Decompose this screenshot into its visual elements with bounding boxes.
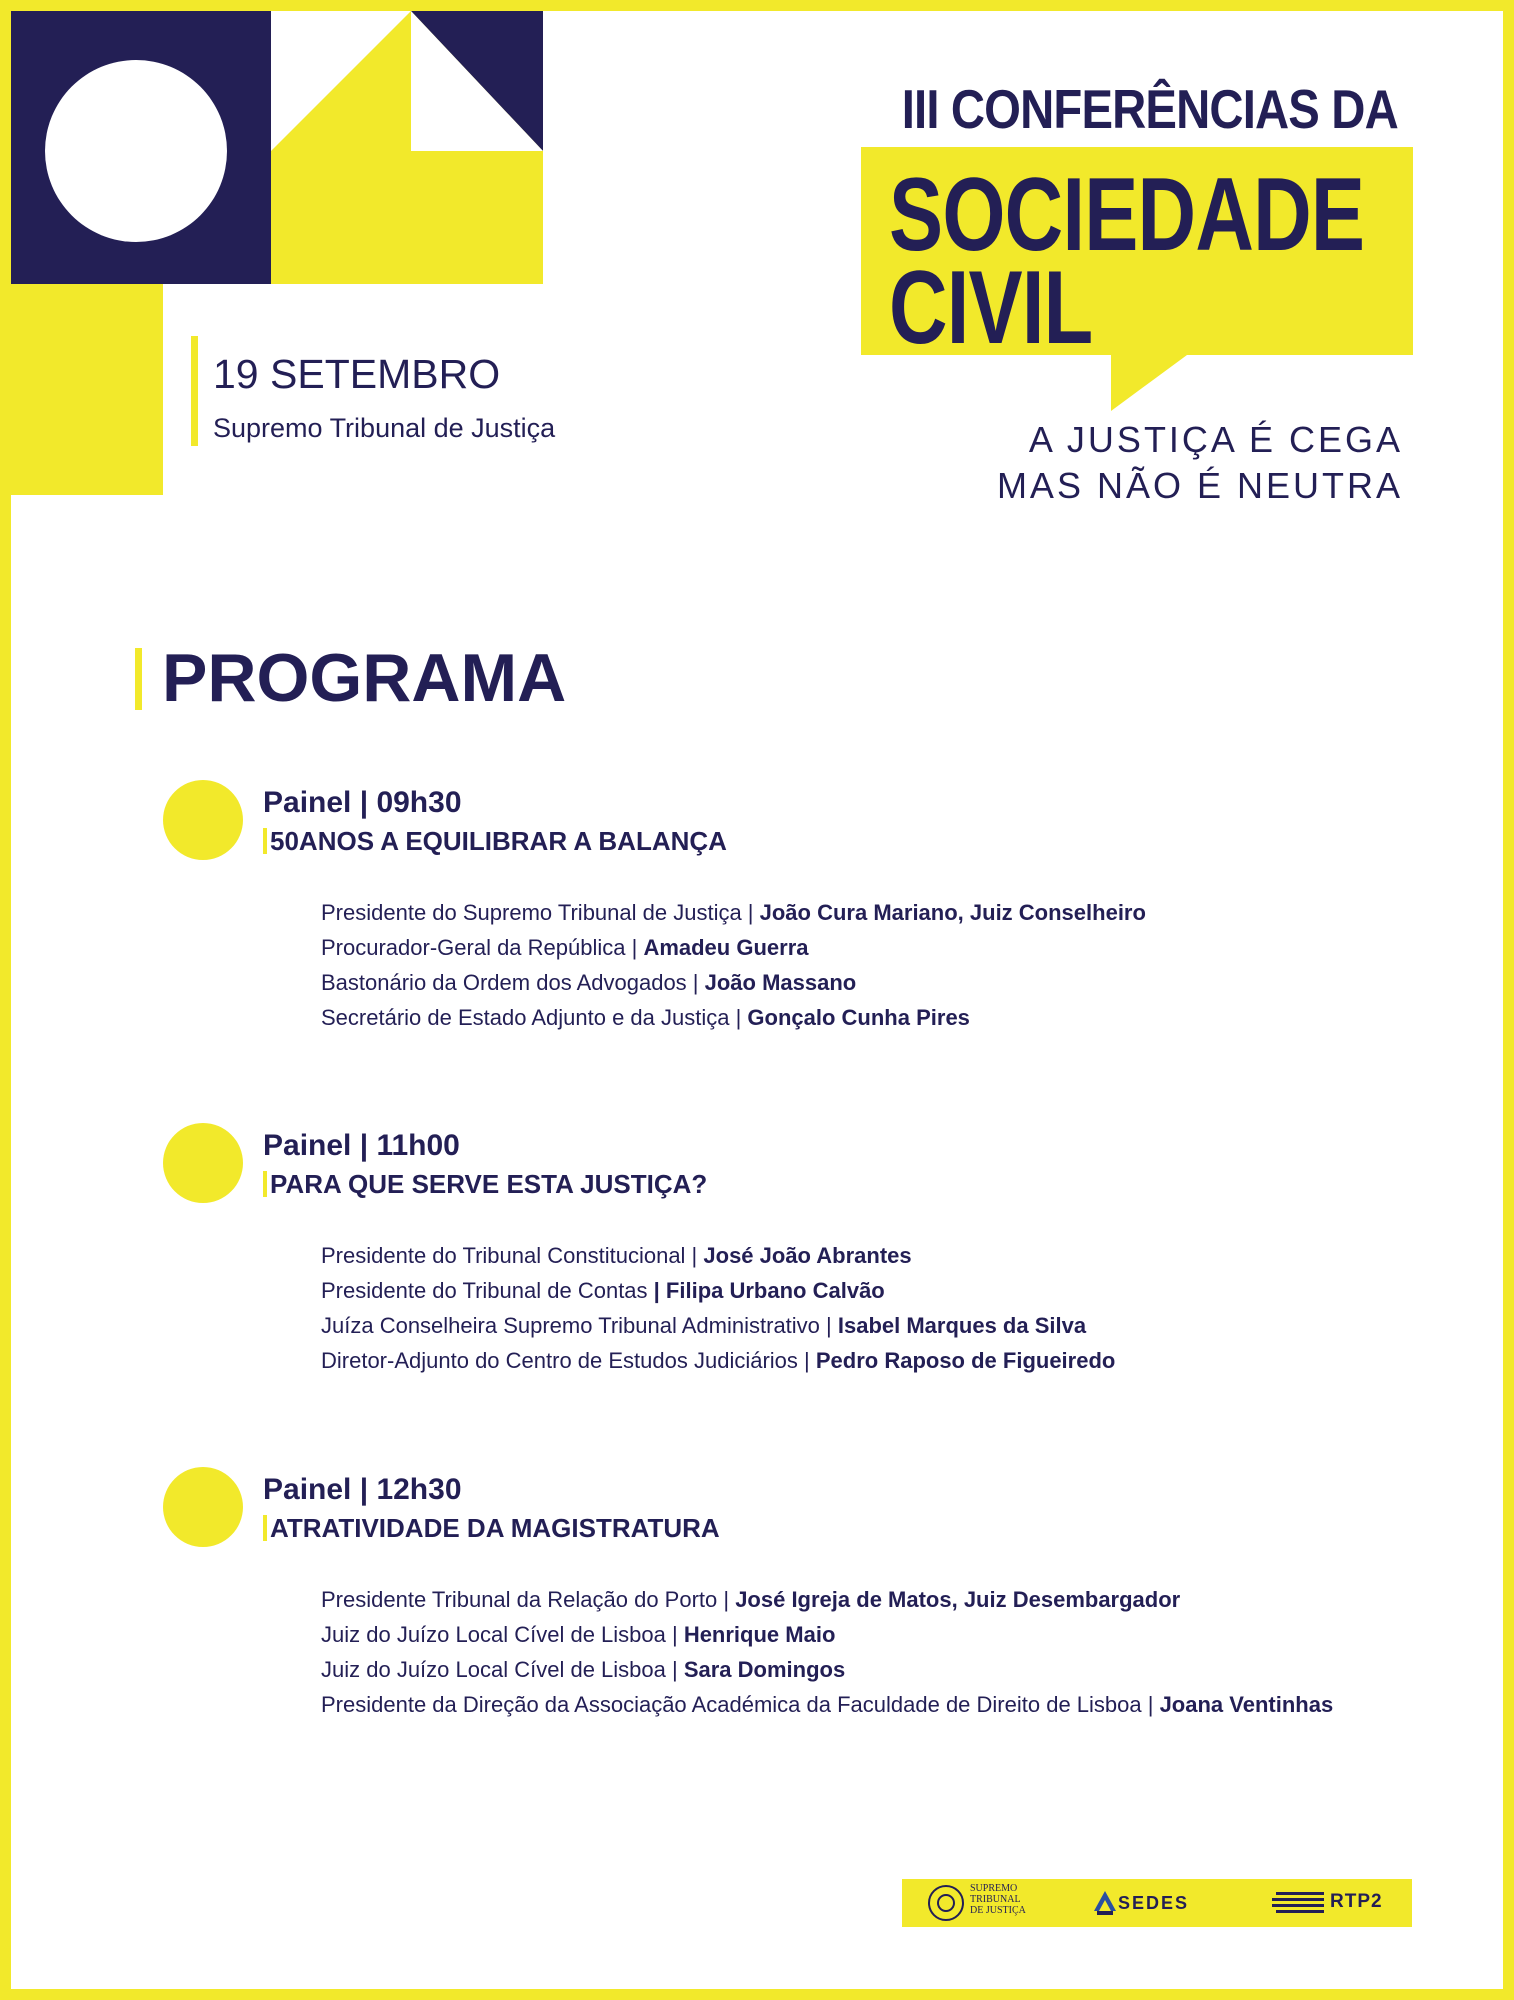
navy-block — [11, 11, 271, 284]
speaker-name: Isabel Marques da Silva — [837, 1313, 1087, 1338]
speaker-list — [321, 895, 1146, 1035]
sedes-logo-text: SEDES — [1118, 1893, 1190, 1913]
event-date: 19 SETEMBRO — [213, 351, 501, 397]
yellow-left-block — [11, 284, 163, 495]
triangle-shapes — [271, 11, 543, 284]
sponsor-bar — [902, 1879, 1412, 1927]
panel-dot — [163, 1123, 243, 1203]
speaker-row — [321, 1687, 1333, 1722]
white-triangle-shape — [271, 11, 411, 151]
speaker-role: Diretor-Adjunto do Centro de Estudos Judiciários | — [321, 1348, 816, 1373]
speaker-row — [321, 1000, 1146, 1035]
speaker-name: | Filipa Urbano Calvão — [653, 1278, 885, 1303]
theme-marker — [263, 1515, 267, 1541]
speaker-list — [321, 1582, 1333, 1722]
speaker-name: Sara Domingos — [683, 1657, 846, 1682]
panel-theme-text: PARA QUE SERVE ESTA JUSTIÇA? — [270, 1169, 708, 1199]
speaker-name: João Massano — [704, 970, 857, 995]
speech-bubble-tail — [1111, 355, 1187, 411]
title-line-2: CIVIL — [889, 250, 1093, 366]
panel-theme — [263, 826, 727, 857]
stj-line-2: TRIBUNAL — [970, 1894, 1021, 1905]
panel-dot — [163, 1467, 243, 1547]
speaker-name: João Cura Mariano, Juiz Conselheiro — [759, 900, 1146, 925]
speaker-role: Presidente da Direção da Associação Académica da Faculdade de Direito de Lisboa | — [321, 1692, 1160, 1717]
speaker-role: Juíza Conselheira Supremo Tribunal Administrativo | — [321, 1313, 838, 1338]
stj-line-3: DE JUSTIÇA — [970, 1905, 1026, 1916]
theme-marker — [263, 828, 267, 854]
tagline-line-2: MAS NÃO É NEUTRA — [996, 465, 1403, 506]
programa-accent-bar — [135, 648, 142, 710]
speaker-name: José João Abrantes — [703, 1243, 912, 1268]
sedes-logo-icon — [1094, 1891, 1116, 1915]
poster — [11, 11, 1503, 1989]
speaker-row — [321, 1652, 1333, 1687]
stj-seal-icon — [928, 1885, 964, 1921]
speaker-list — [321, 1238, 1115, 1378]
panel-theme-text: ATRATIVIDADE DA MAGISTRATURA — [270, 1513, 720, 1543]
event-venue: Supremo Tribunal de Justiça — [213, 413, 556, 443]
speaker-name: José Igreja de Matos, Juiz Desembargador — [735, 1587, 1181, 1612]
speaker-role: Presidente do Supremo Tribunal de Justiça | — [321, 900, 760, 925]
speaker-role: Presidente Tribunal da Relação do Porto | — [321, 1587, 736, 1612]
panel-dot — [163, 780, 243, 860]
panel-time: Painel | 09h30 — [263, 786, 462, 819]
speaker-row — [321, 1617, 1333, 1652]
speaker-name: Gonçalo Cunha Pires — [747, 1005, 970, 1030]
tagline-line-1: A JUSTIÇA É CEGA — [1028, 419, 1403, 460]
speaker-row — [321, 1308, 1115, 1343]
speaker-role: Bastonário da Ordem dos Advogados | — [321, 970, 705, 995]
speaker-role: Juiz do Juízo Local Cível de Lisboa | — [321, 1657, 684, 1682]
panel-time: Painel | 12h30 — [263, 1473, 462, 1506]
speaker-row — [321, 1582, 1333, 1617]
speaker-name: Amadeu Guerra — [643, 935, 809, 960]
title-line-1: SOCIEDADE — [889, 157, 1365, 273]
speaker-row — [321, 1238, 1115, 1273]
speaker-role: Secretário de Estado Adjunto e da Justiça | — [321, 1005, 748, 1030]
panel-theme — [263, 1169, 707, 1200]
date-accent-bar — [191, 336, 198, 446]
speaker-row — [321, 1273, 1115, 1308]
conference-series: III CONFERÊNCIAS DA — [901, 78, 1398, 140]
speaker-role: Procurador-Geral da República | — [321, 935, 644, 960]
white-circle-shape — [45, 60, 227, 242]
speaker-role: Juiz do Juízo Local Cível de Lisboa | — [321, 1622, 684, 1647]
stj-logo-text — [970, 1883, 1026, 1916]
panel-time: Painel | 11h00 — [263, 1129, 460, 1162]
speaker-name: Henrique Maio — [683, 1622, 836, 1647]
speaker-row — [321, 965, 1146, 1000]
speaker-row — [321, 1343, 1115, 1378]
speaker-role: Presidente do Tribunal Constitucional | — [321, 1243, 704, 1268]
theme-marker — [263, 1171, 267, 1197]
panel-theme-text: 50ANOS A EQUILIBRAR A BALANÇA — [270, 826, 727, 856]
programa-heading: PROGRAMA — [162, 640, 567, 716]
stj-line-1: SUPREMO — [970, 1883, 1018, 1894]
speaker-role: Presidente do Tribunal de Contas — [321, 1278, 654, 1303]
speaker-row — [321, 930, 1146, 965]
speaker-row — [321, 895, 1146, 930]
panel-theme — [263, 1513, 720, 1544]
rtp-logo-text: RTP2 — [1330, 1891, 1383, 1912]
speaker-name: Pedro Raposo de Figueiredo — [815, 1348, 1116, 1373]
rtp-stripes-icon — [1272, 1892, 1326, 1914]
speaker-name: Joana Ventinhas — [1159, 1692, 1334, 1717]
